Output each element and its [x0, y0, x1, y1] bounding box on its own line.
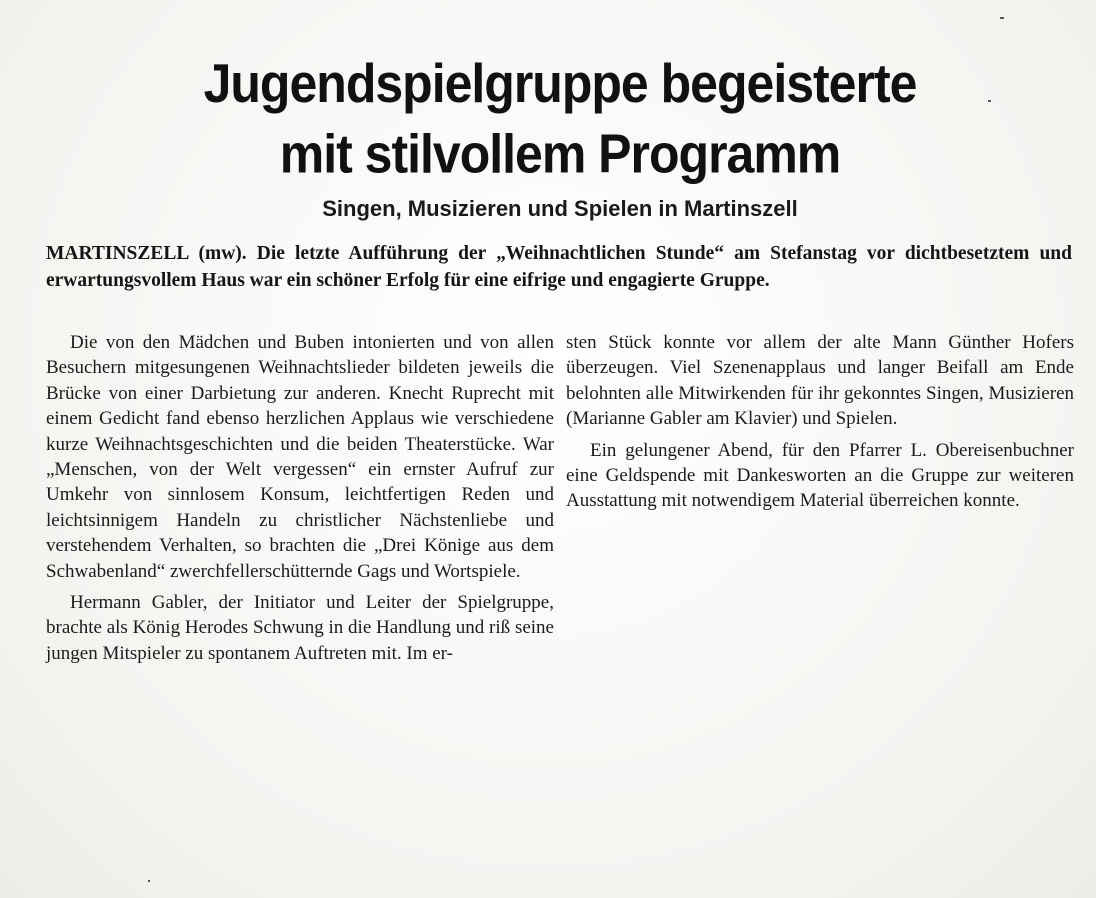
- scan-speck: [1000, 17, 1004, 19]
- headline-line-1: Jugendspielgruppe begeisterte: [203, 52, 917, 114]
- right-paragraph-2: Ein gelungener Abend, für den Pfarrer L. Obereisenbuchner eine Geldspende mit Dankesworten an die Gruppe zur weiteren Ausstattung mit notwendigem Material überreichen konnte.: [566, 439, 1074, 512]
- left-paragraph-2: Hermann Gabler, der Initiator und Leiter der Spielgruppe, brachte als König Herodes Schwung in die Handlung und riß seine jungen Mitspieler zu spontanem Auftreten mit. Im er-: [46, 592, 554, 664]
- scan-speck: [988, 100, 991, 102]
- headline: [60, 48, 1060, 189]
- left-column: [46, 330, 554, 672]
- scan-speck: [148, 880, 150, 882]
- subheadline: Singen, Musizieren und Spielen in Martinszell: [322, 196, 798, 221]
- lead-paragraph: MARTINSZELL (mw). Die letzte Aufführung der „Weihnachtlichen Stunde“ am Stefanstag vor dichtbesetztem und erwartungsvollem Haus war ein schöner Erfolg für eine eifrige und engagierte Gruppe.: [46, 243, 1072, 291]
- right-column: [566, 330, 1074, 520]
- left-paragraph-1: Die von den Mädchen und Buben intonierten und von allen Besuchern mitgesungenen Weihnachtslieder bildeten jeweils die Brücke von einer Darbietung zur anderen. Knecht Ruprecht mit einem Gedicht fand ebenso herzlichen Applaus wie verschiedene kurze Weihnachtsgeschichten und die beiden Theaterstücke. War „Menschen, von der Welt vergessen“ ein ernster Aufruf zur Umkehr von sinnlosem Konsum, leichtfertigen Reden und leichtsinnigem Handeln zu christlicher Nächstenliebe und verstehendem Verhalten, so brachten die „Drei Könige aus dem Schwabenland“ zwerchfellerschütternde Gags und Wortspiele.: [46, 332, 554, 582]
- right-paragraph-1: sten Stück konnte vor allem der alte Mann Günther Hofers überzeugen. Viel Szenenapplaus und langer Beifall am Ende belohnten alle Mitwirkenden für ihr gekonntes Singen, Musizieren (Marianne Gabler am Klavier) und Spielen.: [566, 332, 1074, 430]
- headline-line-2: mit stilvollem Programm: [279, 122, 841, 185]
